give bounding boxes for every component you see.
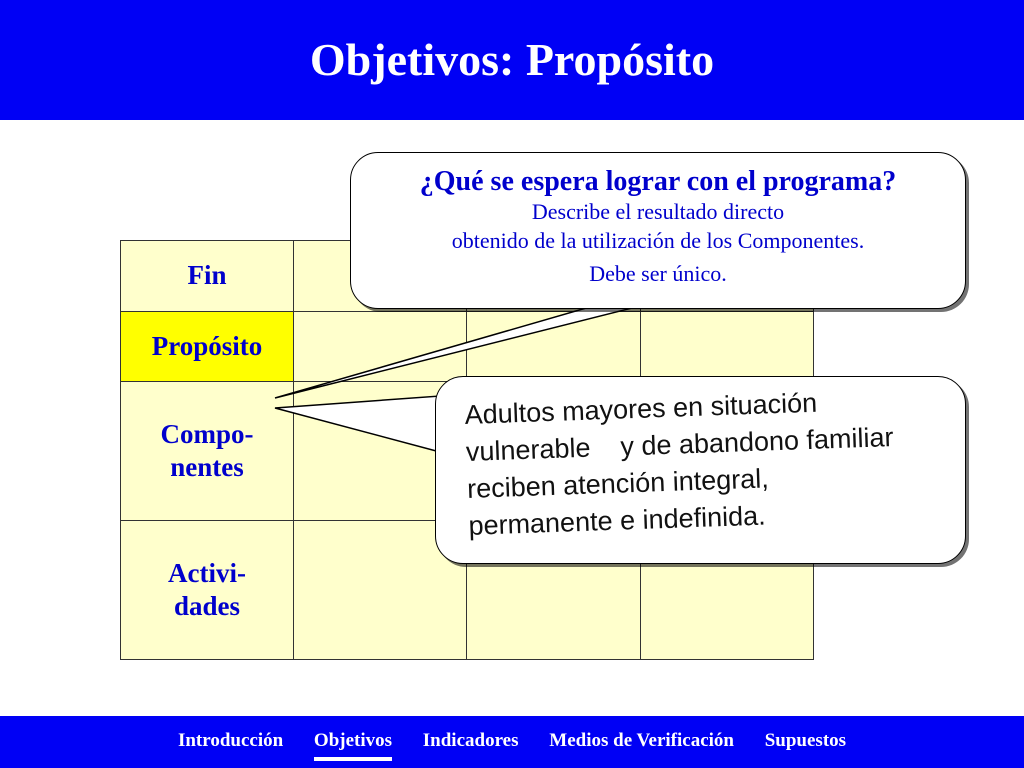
section-nav — [0, 730, 1024, 752]
example-text-line: permanente e indefinida. — [467, 500, 767, 541]
callout-description-line: obtenido de la utilización de los Componentes. — [451, 228, 865, 253]
nav-medios-de-verificacion[interactable]: Medios de Verificación — [549, 730, 734, 751]
row-label-actividades: Activi- dades — [121, 521, 294, 660]
row-label-proposito: Propósito — [121, 311, 294, 382]
question-callout — [350, 152, 966, 309]
nav-introduccion[interactable]: Introducción — [177, 730, 284, 751]
row-label-componentes: Compo- nentes — [121, 382, 294, 521]
nav-indicadores[interactable]: Indicadores — [422, 730, 519, 751]
example-callout-pointer — [275, 396, 440, 452]
example-text-line: Adultos mayores en situación — [464, 387, 818, 430]
callout-description-line: Describe el resultado directo — [531, 199, 785, 224]
example-text-line: reciben atención integral, — [466, 463, 770, 504]
nav-supuestos[interactable]: Supuestos — [764, 730, 847, 751]
callout-description-line: Debe ser único. — [589, 261, 727, 286]
example-text — [464, 380, 949, 545]
slide-title: Objetivos: Propósito — [309, 34, 715, 85]
example-callout — [435, 376, 966, 564]
callout-question-text: ¿Qué se espera lograr con el programa? — [419, 166, 897, 197]
row-label-fin: Fin — [121, 241, 294, 312]
footer-nav-bar — [0, 716, 1024, 768]
nav-objetivos[interactable]: Objetivos — [313, 730, 393, 751]
example-text-line: vulnerable y de abandono familiar — [465, 422, 894, 467]
